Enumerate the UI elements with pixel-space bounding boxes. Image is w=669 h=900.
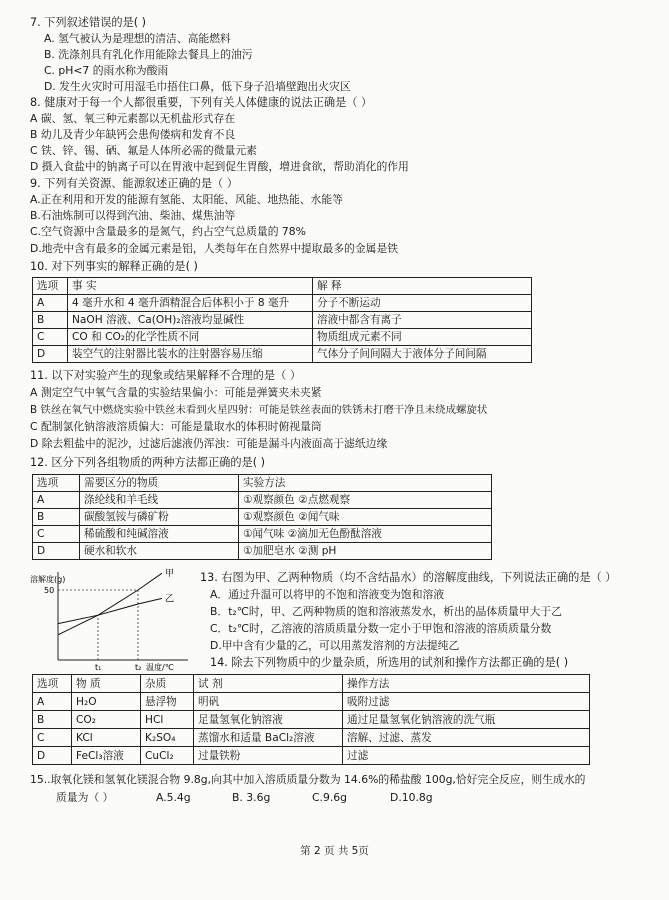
table-cell: FeCl₃溶液 <box>72 747 141 765</box>
q9-stem: 9. 下列有关资源、能源叙述正确的是（ ） <box>30 177 238 190</box>
q11-option-b: B 铁丝在氧气中燃烧实验中铁丝未看到火星四射：可能是铁丝表面的铁锈未打磨干净且未绕成螺旋状 <box>30 404 488 416</box>
table-cell: 分子不断运动 <box>313 295 532 312</box>
table-cell: 悬浮物 <box>141 693 194 711</box>
table-row <box>33 711 590 729</box>
table-cell: K₂SO₄ <box>141 729 194 747</box>
table-cell: 蒸馏水和适量 BaCl₂溶液 <box>194 729 343 747</box>
q9-option-a: A.正在利用和开发的能源有氢能、太阳能、风能、地热能、水能等 <box>30 193 343 206</box>
table-cell: CO 和 CO₂的化学性质不同 <box>68 329 313 346</box>
table-cell: 足量氢氧化钠溶液 <box>194 711 343 729</box>
table-row <box>33 543 492 560</box>
chart-ylabel: 溶解度(g) <box>30 575 66 584</box>
x-axis-label: 温度/℃ <box>146 663 174 672</box>
solubility-chart <box>28 568 198 672</box>
q15-option-c: C.9.6g <box>312 791 347 804</box>
table-cell: 气体分子间间隔大于液体分子间间隔 <box>313 346 532 363</box>
table-header-cell: 选项 <box>33 278 68 295</box>
table-cell: B <box>33 711 72 729</box>
table-cell: 涤纶线和羊毛线 <box>80 492 239 509</box>
q8-option-d: D 摄入食盐中的钠离子可以在胃液中起到促生胃酸，增进食欲，帮助消化的作用 <box>30 160 409 173</box>
q8-option-b: B 幼儿及青少年缺钙会患佝偻病和发育不良 <box>30 128 236 141</box>
table-row <box>33 295 532 312</box>
table-cell: CuCl₂ <box>141 747 194 765</box>
table-cell: B <box>33 509 80 526</box>
table-cell: 碳酸氢铵与磷矿粉 <box>80 509 239 526</box>
q8-option-c: C 铁、锌、锡、硒、氟是人体所必需的微量元素 <box>30 144 257 157</box>
table-cell: ①闻气味 ②滴加无色酚酞溶液 <box>239 526 492 543</box>
table-row <box>33 747 590 765</box>
page-footer: 第 2 页 共 5页 <box>300 845 369 857</box>
q9-option-c: C.空气资源中含量最多的是氮气，约占空气总质量的 78% <box>30 225 306 238</box>
q9-option-b: B.石油炼制可以得到汽油、柴油、煤焦油等 <box>30 209 236 222</box>
series-label: 甲 <box>165 569 175 580</box>
table-cell: KCl <box>72 729 141 747</box>
table-cell: 装空气的注射器比装水的注射器容易压缩 <box>68 346 313 363</box>
table-cell: 稀硫酸和纯碱溶液 <box>80 526 239 543</box>
series-line-1 <box>58 598 162 623</box>
table-header-cell: 事 实 <box>68 278 313 295</box>
q14-table <box>32 674 590 765</box>
q12-table <box>32 474 492 560</box>
table-cell: C <box>33 729 72 747</box>
table-cell: 物质组成元素不同 <box>313 329 532 346</box>
table-cell: ①观察颜色 ②闻气味 <box>239 509 492 526</box>
table-cell: A <box>33 492 80 509</box>
table-row <box>33 492 492 509</box>
q10-table <box>32 277 532 363</box>
q15-option-d: D.10.8g <box>390 791 433 804</box>
table-cell: ①加肥皂水 ②测 pH <box>239 543 492 560</box>
q15-stem-continued: 质量为（ ） <box>56 791 114 804</box>
q13-option-c: C．t₂℃时，乙溶液的溶质质量分数一定小于甲饱和溶液的溶质质量分数 <box>210 622 552 635</box>
table-row <box>33 526 492 543</box>
table-header-cell: 实验方法 <box>239 475 492 492</box>
q12-stem: 12. 区分下列各组物质的两种方法都正确的是( ) <box>30 456 266 469</box>
x-tick-label: t₂ <box>135 663 142 672</box>
table-header-cell: 试 剂 <box>194 675 343 693</box>
q15-option-a: A.5.4g <box>156 791 191 804</box>
table-header-row <box>33 475 492 492</box>
q7-option-a: A. 氢气被认为是理想的清洁、高能燃料 <box>44 32 231 45</box>
table-cell: C <box>33 526 80 543</box>
table-cell: 明矾 <box>194 693 343 711</box>
table-header-cell: 杂质 <box>141 675 194 693</box>
q14-stem: 14. 除去下列物质中的少量杂质，所选用的试剂和操作方法都正确的是( ) <box>210 656 569 669</box>
table-header-row <box>33 675 590 693</box>
x-tick-label: t₁ <box>95 663 102 672</box>
table-cell: CO₂ <box>72 711 141 729</box>
table-header-cell: 选项 <box>33 475 80 492</box>
y-tick-label: 50 <box>44 586 55 595</box>
q8-stem: 8. 健康对于每一个人都很重要，下列有关人体健康的说法正确是（ ） <box>30 96 373 109</box>
table-row <box>33 729 590 747</box>
table-cell: D <box>33 346 68 363</box>
table-header-cell: 物 质 <box>72 675 141 693</box>
table-cell: 通过足量氢氧化钠溶液的洗气瓶 <box>343 711 590 729</box>
series-label: 乙 <box>165 594 175 605</box>
table-header-row <box>33 278 532 295</box>
q11-option-a: A 测定空气中氧气含量的实验结果偏小：可能是弹簧夹未夹紧 <box>30 386 322 399</box>
table-row <box>33 509 492 526</box>
q13-stem: 13. 右图为甲、乙两种物质（均不含结晶水）的溶解度曲线，下列说法正确的是（ ） <box>200 571 617 584</box>
q15-option-b: B. 3.6g <box>232 791 271 804</box>
q13-option-d: D.甲中含有少量的乙，可以用蒸发溶剂的方法提纯乙 <box>210 639 460 652</box>
table-cell: 溶解、过滤、蒸发 <box>343 729 590 747</box>
table-cell: A <box>33 693 72 711</box>
q13-option-a: A．通过升温可以将甲的不饱和溶液变为饱和溶液 <box>210 588 445 601</box>
table-cell: A <box>33 295 68 312</box>
q7-option-c: C. pH<7 的雨水称为酸雨 <box>44 64 169 77</box>
q11-option-c: C 配制氯化钠溶液溶质偏大：可能是量取水的体积时俯视量筒 <box>30 420 322 433</box>
table-cell: B <box>33 312 68 329</box>
q8-option-a: A 碳、氢、氧三种元素都以无机盐形式存在 <box>30 112 236 125</box>
table-header-cell: 需要区分的物质 <box>80 475 239 492</box>
series-line-0 <box>58 573 162 635</box>
table-cell: D <box>33 543 80 560</box>
table-cell: 溶液中都含有离子 <box>313 312 532 329</box>
table-cell: D <box>33 747 72 765</box>
table-cell: H₂O <box>72 693 141 711</box>
table-cell: ①观察颜色 ②点燃观察 <box>239 492 492 509</box>
table-row <box>33 329 532 346</box>
table-cell: C <box>33 329 68 346</box>
q11-option-d: D 除去粗盐中的泥沙，过滤后滤液仍浑浊：可能是漏斗内液面高于滤纸边缘 <box>30 437 388 450</box>
q7-option-d: D. 发生火灾时可用湿毛巾捂住口鼻，低下身子沿墙壁跑出火灾区 <box>44 80 351 93</box>
table-cell: 吸附过滤 <box>343 693 590 711</box>
q11-stem: 11. 以下对实验产生的现象或结果解释不合理的是（ ） <box>30 369 302 382</box>
table-cell: HCl <box>141 711 194 729</box>
table-cell: 过滤 <box>343 747 590 765</box>
table-header-cell: 选项 <box>33 675 72 693</box>
table-cell: 硬水和软水 <box>80 543 239 560</box>
table-cell: NaOH 溶液、Ca(OH)₂溶液均显碱性 <box>68 312 313 329</box>
table-cell: 过量铁粉 <box>194 747 343 765</box>
q9-option-d: D.地壳中含有最多的金属元素是铝，人类每年在自然界中提取最多的金属是铁 <box>30 242 399 255</box>
table-header-cell: 解 释 <box>313 278 532 295</box>
q10-stem: 10. 对下列事实的解释正确的是( ) <box>30 260 198 273</box>
q15-stem: 15..取氧化镁和氢氧化镁混合物 9.8g,向其中加入溶质质量分数为 14.6%的稀盐酸 100g,恰好完全反应，则生成水的 <box>30 773 586 786</box>
q13-option-b: B．t₂℃时，甲、乙两种物质的饱和溶液蒸发水，析出的晶体质量甲大于乙 <box>210 605 562 618</box>
table-header-cell: 操作方法 <box>343 675 590 693</box>
table-row <box>33 312 532 329</box>
table-row <box>33 346 532 363</box>
q7-stem: 7. 下列叙述错误的是( ) <box>30 16 147 29</box>
table-row <box>33 693 590 711</box>
q7-option-b: B. 洗涤剂具有乳化作用能除去餐具上的油污 <box>44 48 253 61</box>
table-cell: 4 毫升水和 4 毫升酒精混合后体积小于 8 毫升 <box>68 295 313 312</box>
